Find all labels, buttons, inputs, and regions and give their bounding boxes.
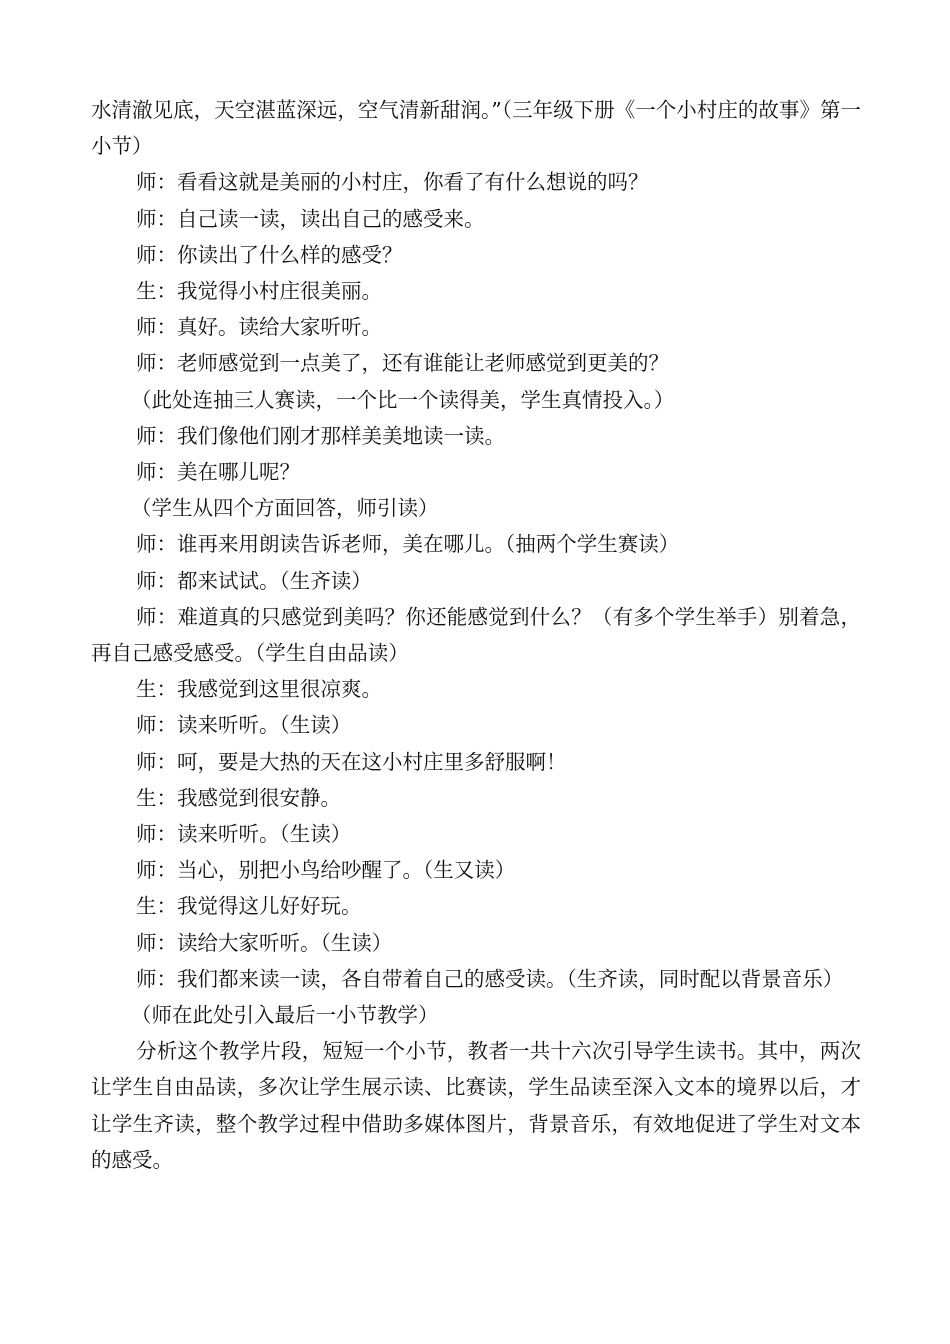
- document-body: [91, 92, 861, 1178]
- dialogue-line: 师：当心，别把小鸟给吵醒了。（生又读）: [136, 858, 516, 883]
- dialogue-line: 师：老师感觉到一点美了，还有谁能让老师感觉到更美的？: [136, 351, 669, 376]
- dialogue-line: 生：我觉得小村庄很美丽。: [136, 279, 382, 304]
- dialogue-line: 师：自己读一读，读出自己的感受来。: [136, 206, 485, 231]
- dialogue-line: 师：读来听听。（生读）: [136, 822, 352, 847]
- stage-note: （学生从四个方面回答，师引读）: [131, 496, 439, 521]
- dialogue-line: 师：你读出了什么样的感受？: [136, 242, 403, 267]
- dialogue-paragraph: 师：难道真的只感觉到美吗？你还能感觉到什么？（有多个学生举手）别着急，再自己感受感受。（学生自由品读）: [91, 604, 861, 666]
- opening-paragraph: 水清澈见底，天空湛蓝深远，空气清新甜润。”（三年级下册《一个小村庄的故事》第一小节）: [91, 98, 861, 159]
- dialogue-line: 师：看看这就是美丽的小村庄，你看了有什么想说的吗？: [136, 170, 649, 195]
- dialogue-line: 师：美在哪儿呢？: [136, 460, 300, 485]
- dialogue-line: 师：我们像他们刚才那样美美地读一读。: [136, 423, 505, 448]
- dialogue-line: 生：我感觉到很安静。: [136, 785, 341, 810]
- dialogue-line: 师：谁再来用朗读告诉老师，美在哪儿。（抽两个学生赛读）: [136, 532, 680, 557]
- dialogue-line: 师：真好。读给大家听听。: [136, 315, 382, 340]
- dialogue-line: 师：读来听听。（生读）: [136, 713, 352, 738]
- dialogue-line: 师：读给大家听听。（生读）: [136, 930, 393, 955]
- dialogue-line: 师：都来试试。（生齐读）: [136, 568, 372, 593]
- stage-note: （此处连抽三人赛读，一个比一个读得美，学生真情投入。）: [131, 387, 675, 412]
- dialogue-line: 师：呵，要是大热的天在这小村庄里多舒服啊！: [136, 749, 567, 774]
- analysis-paragraph: 分析这个教学片段，短短一个小节，教者一共十六次引导学生读书。其中，两次让学生自由品读，多次让学生展示读、比赛读，学生品读至深入文本的境界以后，才让学生齐读，整个教学过程中借助多媒体图片，背景音乐，有效地促进了学生对文本的感受。: [91, 1039, 861, 1172]
- dialogue-line: 生：我感觉到这里很凉爽。: [136, 677, 382, 702]
- dialogue-paragraph: 师：我们都来读一读，各自带着自己的感受读。（生齐读，同时配以背景音乐）: [136, 966, 844, 991]
- stage-note: （师在此处引入最后一小节教学）: [131, 1003, 439, 1028]
- dialogue-line: 生：我觉得这儿好好玩。: [136, 894, 362, 919]
